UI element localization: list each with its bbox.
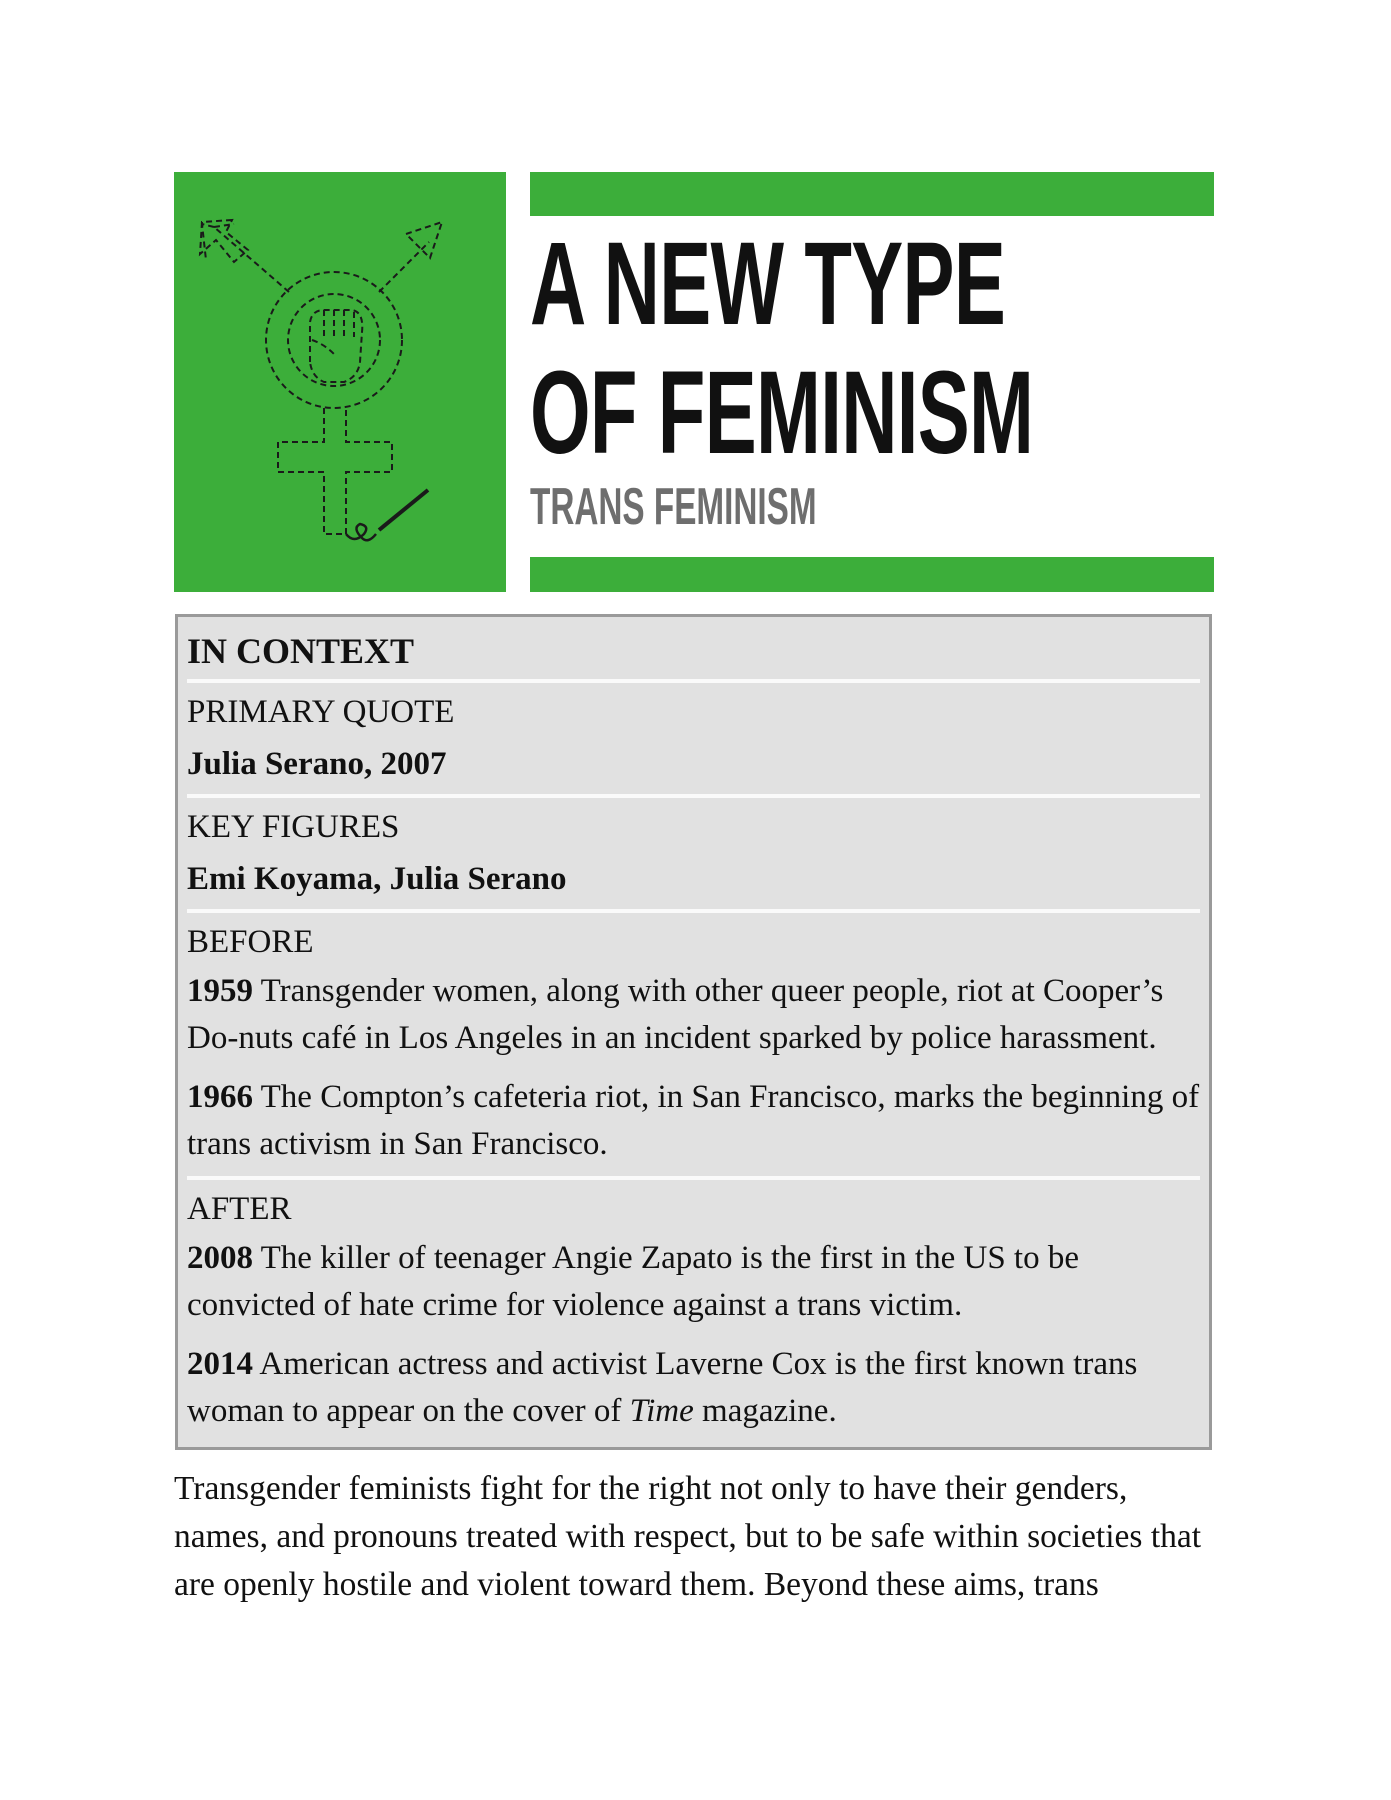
chapter-header — [174, 172, 1214, 592]
event-text: Transgender women, along with other queer people, riot at Cooper’s Do-nuts café in Los Angeles in an incident sparked by police harassment. — [187, 973, 1164, 1056]
after-label: AFTER — [187, 1191, 292, 1227]
event-text: The killer of teenager Angie Zapato is the first in the US to be convicted of hate crime for violence against a trans victim. — [187, 1240, 1079, 1323]
header-top-bar — [530, 172, 1214, 216]
transgender-symbol-with-raised-fist-icon — [174, 172, 506, 592]
header-bottom-bar — [530, 557, 1214, 592]
event-year: 2014 — [187, 1346, 253, 1382]
key-figures-section — [187, 798, 1200, 913]
event-text: American actress and activist Laverne Cox is the first known trans woman to appear on the cover of — [187, 1346, 1138, 1429]
in-context-box — [175, 614, 1212, 1450]
context-title-section — [187, 617, 1200, 683]
key-figures-label: KEY FIGURES — [187, 809, 400, 845]
event-year: 1966 — [187, 1079, 253, 1115]
event-text-end: magazine. — [693, 1393, 837, 1429]
before-section — [187, 913, 1200, 1180]
chapter-subtitle: TRANS FEMINISM — [530, 478, 817, 536]
before-event — [187, 1068, 1200, 1176]
chapter-title — [530, 218, 1034, 479]
key-figures-value: Emi Koyama, Julia Serano — [187, 861, 567, 897]
chapter-title-line-1: A NEW TYPE — [530, 218, 1006, 350]
after-event — [187, 1229, 1200, 1335]
event-year: 2008 — [187, 1240, 253, 1276]
primary-quote-section — [187, 683, 1200, 798]
chapter-title-line-2: OF FEMINISM — [530, 347, 1034, 479]
before-event — [187, 962, 1200, 1068]
after-event — [187, 1335, 1200, 1443]
context-title: IN CONTEXT — [187, 631, 415, 671]
chapter-emblem — [174, 172, 506, 592]
before-label: BEFORE — [187, 924, 314, 960]
body-paragraph: Transgender feminists fight for the right not only to have their genders, names, and pronouns treated with respect, but to be safe within societies that are openly hostile and violent toward them. Beyond these aims, trans — [174, 1470, 1202, 1603]
event-year: 1959 — [187, 973, 253, 1009]
event-text: The Compton’s cafeteria riot, in San Francisco, marks the beginning of trans activism in San Francisco. — [187, 1079, 1200, 1162]
after-section — [187, 1180, 1200, 1443]
primary-quote-label: PRIMARY QUOTE — [187, 694, 455, 730]
primary-quote-value: Julia Serano, 2007 — [187, 746, 447, 782]
magazine-title: Time — [629, 1393, 694, 1429]
